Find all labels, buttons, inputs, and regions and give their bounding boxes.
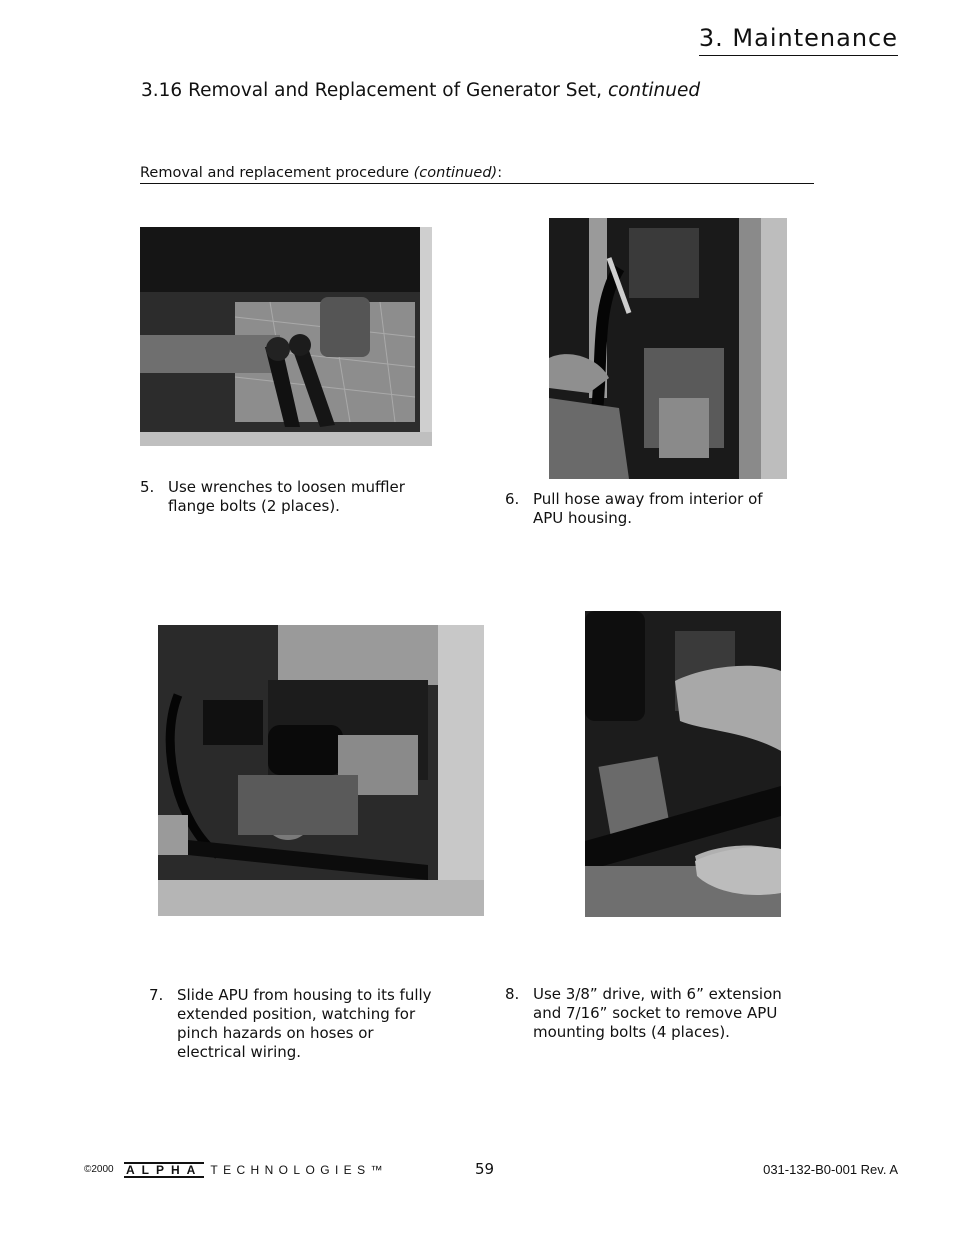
- procedure-label-italic: (continued): [413, 165, 498, 181]
- step-text: [168, 478, 405, 516]
- step-line: Use wrenches to loosen muffler: [168, 478, 405, 496]
- step-6: [505, 490, 825, 530]
- section-title: [141, 80, 700, 101]
- apu-slide-photo: [158, 625, 484, 916]
- step-line: Slide APU from housing to its fully: [177, 986, 432, 1004]
- step-number: 7.: [149, 986, 164, 1004]
- step-line: APU housing.: [533, 509, 633, 527]
- step-number: 5.: [140, 478, 155, 496]
- page-number: 59: [475, 1160, 495, 1178]
- section-title-italic: continued: [607, 80, 701, 101]
- hose-interior-photo: [549, 218, 787, 479]
- step-text: [177, 986, 432, 1062]
- step-line: extended position, watching for: [177, 1005, 416, 1023]
- document-number: 031-132-B0-001 Rev. A: [763, 1162, 898, 1177]
- step-line: electrical wiring.: [177, 1043, 302, 1061]
- section-title-text: 3.16 Removal and Replacement of Generator Set,: [141, 80, 608, 101]
- procedure-heading: [140, 165, 814, 184]
- step-8: [505, 985, 835, 1045]
- step-line: mounting bolts (4 places).: [533, 1023, 730, 1041]
- step-line: Pull hose away from interior of: [533, 490, 763, 508]
- procedure-label: Removal and replacement procedure: [140, 165, 414, 181]
- step-text: [533, 490, 763, 528]
- step-number: 8.: [505, 985, 520, 1003]
- step-number: 6.: [505, 490, 520, 508]
- step-line: pinch hazards on hoses or: [177, 1024, 374, 1042]
- procedure-label-suffix: :: [497, 165, 503, 181]
- logo-technologies: TECHNOLOGIES™: [210, 1163, 388, 1177]
- logo-alpha: ALPHA: [126, 1163, 203, 1177]
- step-line: and 7/16” socket to remove APU: [533, 1004, 778, 1022]
- copyright: ©2000: [84, 1164, 114, 1175]
- step-line: flange bolts (2 places).: [168, 497, 340, 515]
- muffler-flange-photo: [140, 227, 432, 446]
- step-line: Use 3/8” drive, with 6” extension: [533, 985, 782, 1003]
- alpha-technologies-logo: [124, 1162, 388, 1178]
- step-7: [149, 986, 479, 1066]
- chapter-title: 3. Maintenance: [699, 22, 898, 56]
- step-5: [140, 478, 460, 518]
- mounting-bolts-photo: [585, 611, 781, 917]
- step-text: [533, 985, 782, 1042]
